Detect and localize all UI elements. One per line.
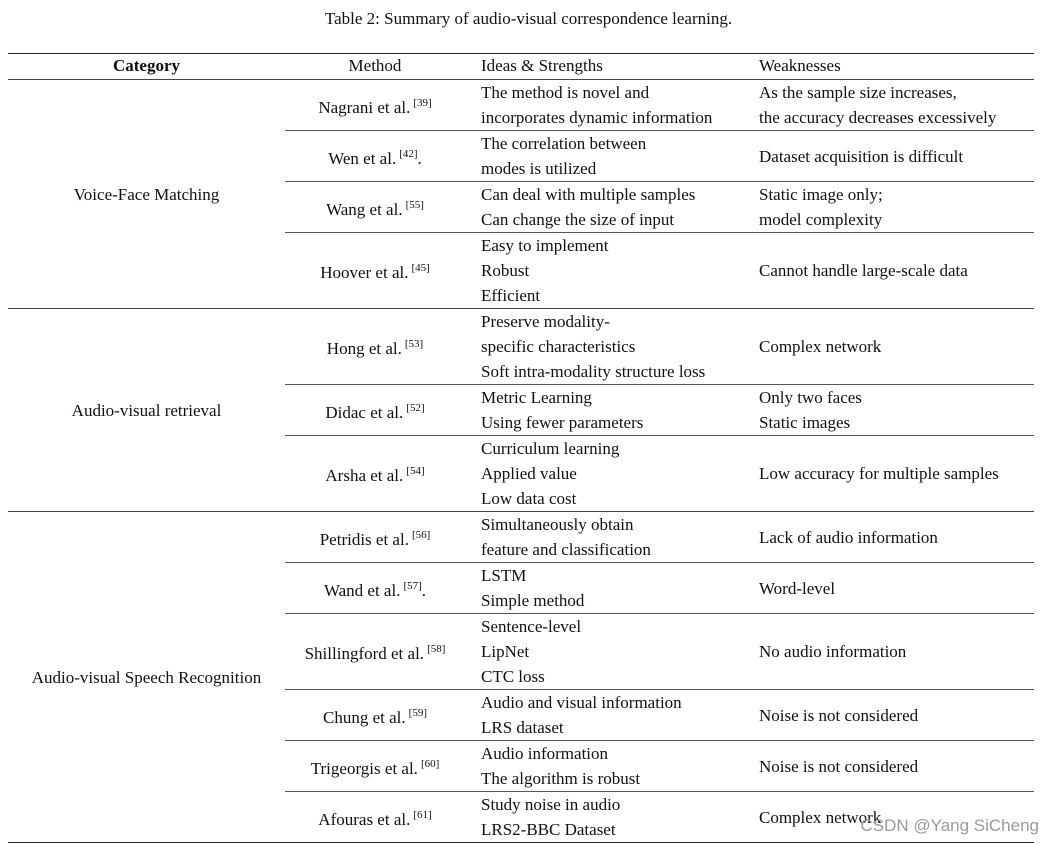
method-name: Wand et al. <box>323 580 401 600</box>
weaknesses-cell <box>759 309 1034 384</box>
ideas-line: Curriculum learning <box>481 439 620 458</box>
weaknesses-cell <box>759 614 1034 689</box>
ideas-line: Can deal with multiple samples <box>481 185 696 204</box>
weakness-line: the accuracy decreases excessively <box>759 108 997 127</box>
method-cell <box>285 80 465 130</box>
method-name: Arsha et al. <box>325 466 404 485</box>
ideas-line: LSTM <box>481 566 527 585</box>
top-rule <box>8 53 1034 54</box>
citation-ref: [61] <box>413 808 432 821</box>
citation-ref: [57] <box>403 579 422 592</box>
ideas-line: specific characteristics <box>481 337 636 356</box>
weaknesses-cell <box>759 131 1034 181</box>
ideas-cell <box>481 614 756 689</box>
ideas-line: Audio and visual information <box>481 693 682 712</box>
ideas-line: Metric Learning <box>481 388 592 407</box>
ideas-line: LRS dataset <box>481 718 564 737</box>
weaknesses-cell <box>759 512 1034 562</box>
ideas-line: Simple method <box>481 591 585 610</box>
method-cell <box>285 233 465 308</box>
category-label: Audio-visual Speech Recognition <box>31 668 262 687</box>
method-cell <box>285 309 465 384</box>
ideas-line: The method is novel and <box>481 83 650 102</box>
weaknesses-cell <box>759 182 1034 232</box>
weakness-line: No audio information <box>759 642 907 661</box>
ideas-line: Applied value <box>481 464 577 483</box>
method-cell <box>285 792 465 842</box>
method-cell <box>285 563 465 613</box>
ideas-cell <box>481 182 756 232</box>
ideas-cell <box>481 436 756 511</box>
ideas-cell <box>481 512 756 562</box>
ideas-cell <box>481 131 756 181</box>
method-suffix: . <box>421 580 427 600</box>
method-name: Nagrani et al. <box>318 97 411 117</box>
category-label: Voice-Face Matching <box>73 185 220 204</box>
header-ideas: Ideas & Strengths <box>481 56 603 75</box>
method-name: Hong et al. <box>326 339 402 358</box>
weaknesses-cell <box>759 436 1034 511</box>
ideas-cell <box>481 690 756 740</box>
ideas-line: Robust <box>481 261 530 280</box>
method-cell <box>285 741 465 791</box>
weakness-line: Static images <box>759 413 851 432</box>
ideas-line: Low data cost <box>481 489 577 508</box>
ideas-line: Can change the size of input <box>481 210 675 229</box>
citation-ref: [56] <box>411 528 431 541</box>
weakness-line: Low accuracy for multiple samples <box>759 464 999 483</box>
weakness-line: Complex network <box>759 807 882 827</box>
method-name: Hoover et al. <box>320 263 409 282</box>
ideas-line: CTC loss <box>481 667 545 686</box>
method-cell <box>285 182 465 232</box>
weakness-line: Cannot handle large-scale data <box>759 261 968 280</box>
method-name: Chung et al. <box>323 707 406 727</box>
citation-ref: [54] <box>406 465 425 477</box>
citation-ref: [39] <box>413 96 432 109</box>
ideas-line: The algorithm is robust <box>481 769 641 788</box>
ideas-cell <box>481 792 756 842</box>
ideas-line: LRS2-BBC Dataset <box>481 820 616 839</box>
weakness-line: Static image only; <box>759 185 883 204</box>
ideas-cell <box>481 309 756 384</box>
citation-ref: [55] <box>405 198 424 211</box>
weakness-line: Dataset acquisition is difficult <box>759 146 964 166</box>
citation-ref: [45] <box>411 262 430 274</box>
ideas-cell <box>481 563 756 613</box>
weakness-line: model complexity <box>759 210 883 229</box>
ideas-line: Soft intra-modality structure loss <box>481 362 706 381</box>
weakness-line: Noise is not considered <box>759 705 919 725</box>
method-name: Afouras et al. <box>318 809 411 829</box>
ideas-line: Efficient <box>481 286 541 305</box>
method-name: Trigeorgis et al. <box>310 758 418 778</box>
method-name: Petridis et al. <box>319 529 409 549</box>
ideas-line: Audio information <box>481 744 609 763</box>
ideas-cell <box>481 233 756 308</box>
weakness-line: As the sample size increases, <box>759 83 957 102</box>
citation-ref: [60] <box>420 757 440 770</box>
citation-ref: [52] <box>406 401 425 414</box>
method-name: Wen et al. <box>328 148 397 168</box>
ideas-line: Sentence-level <box>481 617 582 636</box>
method-cell <box>285 436 465 511</box>
method-cell <box>285 690 465 740</box>
citation-ref: [53] <box>404 338 424 350</box>
category-label: Audio-visual retrieval <box>71 401 222 420</box>
category-cell <box>8 309 285 512</box>
weakness-line: Complex network <box>759 337 882 356</box>
ideas-line: Study noise in audio <box>481 795 621 814</box>
method-name: Didac et al. <box>325 402 404 422</box>
method-name: Shillingford et al. <box>304 644 425 663</box>
weaknesses-cell <box>759 741 1034 791</box>
citation-ref: [58] <box>427 643 446 655</box>
weaknesses-cell <box>759 233 1034 308</box>
method-name: Wang et al. <box>326 199 403 219</box>
ideas-cell <box>481 741 756 791</box>
citation-ref: [59] <box>408 706 427 719</box>
ideas-line: The correlation between <box>481 134 647 153</box>
weakness-line: Word-level <box>759 578 836 598</box>
ideas-line: feature and classification <box>481 540 651 559</box>
ideas-cell <box>481 80 756 130</box>
category-cell <box>8 512 285 843</box>
method-cell <box>285 131 465 181</box>
watermark: CSDN @Yang SiCheng <box>860 816 1039 835</box>
weaknesses-cell <box>759 385 1034 435</box>
weakness-line: Lack of audio information <box>759 527 938 547</box>
citation-ref: [42] <box>399 147 418 160</box>
weaknesses-cell <box>759 690 1034 740</box>
weakness-line: Noise is not considered <box>759 756 919 776</box>
header-method: Method <box>348 56 402 75</box>
ideas-cell <box>481 385 756 435</box>
ideas-line: LipNet <box>481 642 530 661</box>
header-category: Category <box>112 56 181 75</box>
weaknesses-cell <box>759 80 1034 130</box>
ideas-line: Simultaneously obtain <box>481 515 634 534</box>
weaknesses-cell <box>759 563 1034 613</box>
category-cell <box>8 80 285 309</box>
ideas-line: modes is utilized <box>481 159 597 178</box>
method-suffix: . <box>417 148 422 168</box>
ideas-line: incorporates dynamic information <box>481 108 713 127</box>
ideas-line: Easy to implement <box>481 236 609 255</box>
ideas-line: Preserve modality- <box>481 312 610 331</box>
header-weaknesses: Weaknesses <box>759 56 841 75</box>
table-caption: Table 2: Summary of audio-visual correspondence learning. <box>324 9 733 28</box>
method-cell <box>285 385 465 435</box>
ideas-line: Using fewer parameters <box>481 413 644 432</box>
weakness-line: Only two faces <box>759 388 862 407</box>
method-cell <box>285 512 465 562</box>
method-cell <box>285 614 465 689</box>
